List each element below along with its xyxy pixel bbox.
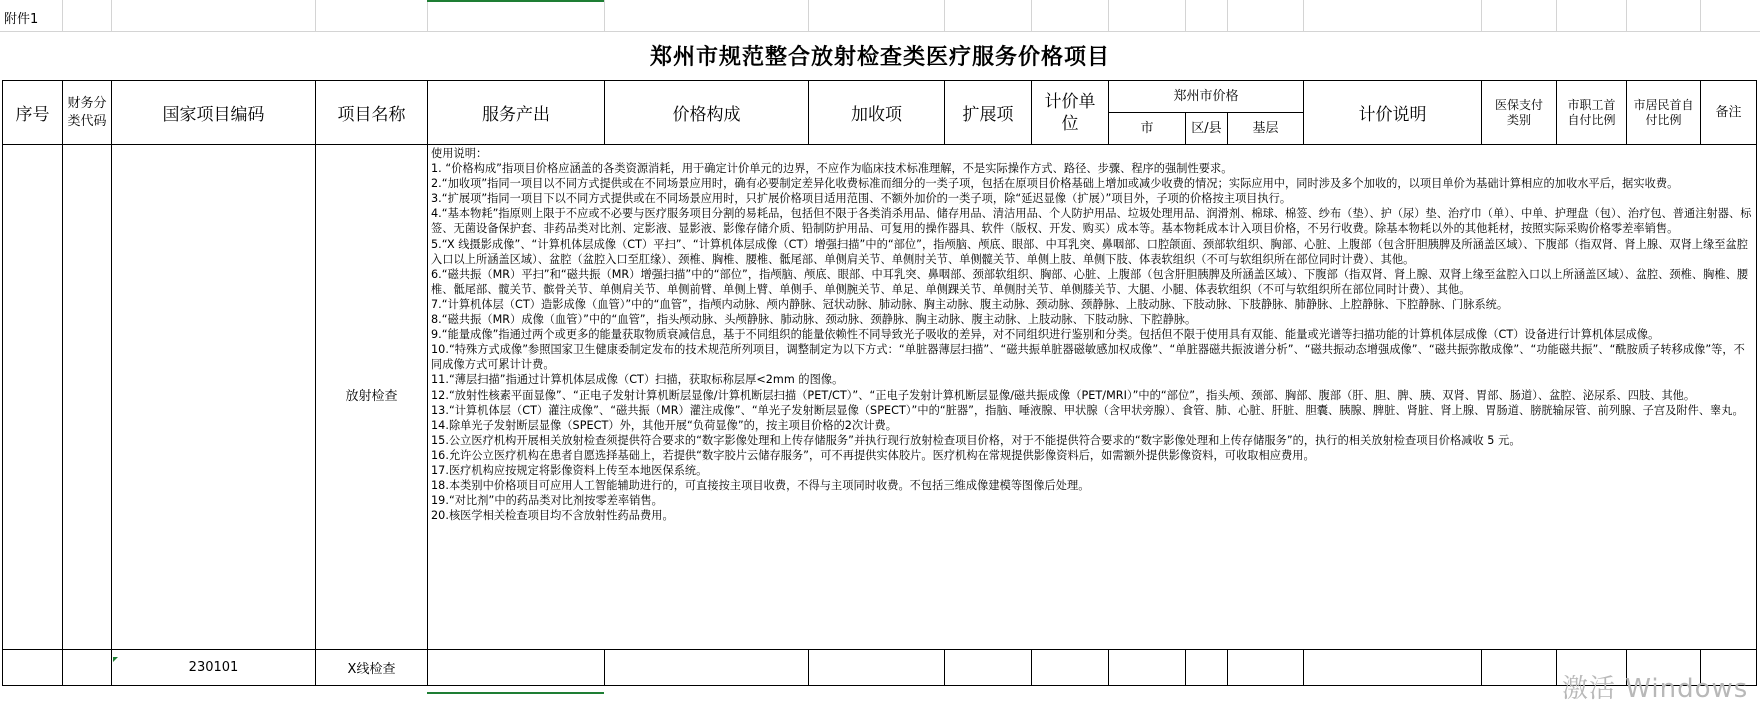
usage-note-line: 15.公立医疗机构开展相关放射检查须提供符合要求的“数字影像处理和上传存储服务”并执行现行放射检查项目价格，对于不能提供符合要求的“数字影像处理和上传存储服务”的，执行的相关放射检查项目价格减收 5 元。 <box>431 433 1521 447</box>
header-row-1 <box>3 81 1757 113</box>
usage-note-line: 7.“计算机体层（CT）造影成像（血管）”中的“血管”，指颅内动脉、颅内静脉、冠状动脉、肺动脉、胸主动脉、腹主动脉、颈动脉、颈静脉、上肢动脉、下肢动脉、下肢静脉、肺静脉、上腔静脉、下腔静脉、门脉系统。 <box>431 297 1509 311</box>
row-service-output-cell[interactable] <box>428 650 605 686</box>
usage-note-line: 2.“加收项”指同一项目以不同方式提供或在不同场景应用时，确有必要制定差异化收费标准而细分的一类子项，包括在原项目价格基础上增加或减少收费的情况；实际应用中，同时涉及多个加收的，以项目单价为基础计算相应的加收水平后，据实收费。 <box>431 177 1679 191</box>
row-seq-cell[interactable] <box>3 650 63 686</box>
table-row <box>3 650 1757 686</box>
header-service-output[interactable]: 服务产出 <box>428 81 605 145</box>
cell-comment-marker <box>113 657 118 662</box>
row-add-item-cell[interactable] <box>809 650 945 686</box>
usage-note-line: 使用说明： <box>431 147 488 160</box>
row-pricing-unit-cell[interactable] <box>1032 650 1109 686</box>
header-price-composition[interactable]: 价格构成 <box>605 81 809 145</box>
usage-note-line: 5.“X 线摄影成像”、“计算机体层成像（CT）平扫”、“计算机体层成像（CT）增强扫描”中的“部位”，指颅脑、颅底、眼部、中耳乳突、鼻咽部、口腔颌面、颈部软组织、胸部、心脏、上腹部（包含肝胆胰脾及所涵盖区域）、下腹部（指双肾、肾上腺、双肾上缘至盆腔入口以上所涵盖区域）、盆腔（盆腔入口至肛缘）、颈椎、胸椎、腰椎、骶尾部、单侧肩关节、单侧肘关节、单侧髋关节、单侧上肢、单侧下肢、体表软组织（不可与软组织所在部位同时计费）、其他。 <box>431 237 1748 266</box>
usage-note-line: 1. “价格构成”指项目价格应涵盖的各类资源消耗，用于确定计价单元的边界，不应作为临床技术标准理解，不是实际操作方式、路径、步骤、程序的强制性要求。 <box>431 162 1233 176</box>
header-grassroots[interactable]: 基层 <box>1228 113 1304 145</box>
header-item-name[interactable]: 项目名称 <box>316 81 428 145</box>
section-code-cell[interactable] <box>112 145 316 650</box>
selected-column-indicator <box>427 0 604 2</box>
header-finance-code[interactable]: 财务分类代码 <box>63 81 112 145</box>
header-city[interactable]: 市 <box>1109 113 1186 145</box>
usage-note-line: 12.“放射性核素平面显像”、“正电子发射计算机断层显像/计算机断层扫描（PET/CT）”、“正电子发射计算机断层显像/磁共振成像（PET/MRI）”中的“部位”，指头颅、颈部、胸部、腹部（肝、胆、脾、胰、双肾、胃部、肠道）、盆腔、泌尿系、四肢、其他。 <box>431 388 1696 402</box>
header-extension-item[interactable]: 扩展项 <box>945 81 1032 145</box>
usage-notes <box>428 145 1756 523</box>
activation-watermark: 激活 Windows <box>1562 674 1749 704</box>
page-title[interactable]: 郑州市规范整合放射检查类医疗服务价格项目 <box>649 44 1110 70</box>
header-employee-self-pay[interactable]: 市职工首自付比例 <box>1557 81 1627 145</box>
header-seq[interactable]: 序号 <box>3 81 63 145</box>
usage-note-line: 13.“计算机体层（CT）灌注成像”、“磁共振（MR）灌注成像”、“单光子发射断层显像（SPECT）”中的“脏器”，指脑、唾液腺、甲状腺（含甲状旁腺）、食管、肺、心脏、肝脏、胆囊、胰腺、脾脏、肾脏、肾上腺、胃肠道、膀胱输尿管、前列腺、子宫及附件、睾丸。 <box>431 403 1744 417</box>
usage-note-line: 19.“对比剂”中的药品类对比剂按零差率销售。 <box>431 494 663 508</box>
row-insurance-cell[interactable] <box>1482 650 1557 686</box>
usage-note-line: 10.“特殊方式成像”参照国家卫生健康委制定发布的技术规范所列项目，调整制定为以下方式：“单脏器薄层扫描”、“磁共振单脏器磁敏感加权成像”、“单脏器磁共振波谱分析”、“磁共振动态增强成像”、“磁共振弥散成像”、“功能磁共振”、“酰胺质子转移成像”等，不同成像方式可累计计费。 <box>431 343 1745 372</box>
usage-note-line: 14.除单光子发射断层显像（SPECT）外，其他开展“负荷显像”的，按主项目价格的2次计费。 <box>431 418 897 432</box>
header-district[interactable]: 区/县 <box>1186 113 1228 145</box>
usage-note-line: 17.医疗机构应按规定将影像资料上传至本地医保系统。 <box>431 463 708 477</box>
row-district-cell[interactable] <box>1186 650 1228 686</box>
header-city-price-group[interactable]: 郑州市价格 <box>1109 81 1304 113</box>
header-add-item[interactable]: 加收项 <box>809 81 945 145</box>
row-national-code[interactable]: 230101 <box>112 650 316 686</box>
row-grassroots-cell[interactable] <box>1228 650 1304 686</box>
row-extension-item-cell[interactable] <box>945 650 1032 686</box>
row-item-name[interactable]: X线检查 <box>316 650 428 686</box>
usage-note-line: 16.允许公立医疗机构在患者自愿选择基础上，若提供“数字胶片云储存服务”，可不再提供实体胶片。医疗机构在常规提供影像资料后，如需额外提供影像资料，可收取相应费用。 <box>431 448 1315 462</box>
section-item-name[interactable]: 放射检查 <box>316 145 428 650</box>
usage-note-line: 6.“磁共振（MR）平扫”和“磁共振（MR）增强扫描”中的“部位”，指颅脑、颅底、眼部、中耳乳突、鼻咽部、颈部软组织、胸部、心脏、上腹部（包含肝胆胰脾及所涵盖区域）、下腹部（指双肾、肾上腺、双肾上缘至盆腔入口以上所涵盖区域）、盆腔、颈椎、胸椎、腰椎、骶尾部、髋关节、髌骨关节、单侧肩关节、单侧前臂、单侧上臂、单侧手、单侧腕关节、单足、单侧踝关节、单侧肘关节、单侧膝关节、大腿、小腿、体表软组织（不可与软组织所在部位同时计费）、其他。 <box>431 267 1749 296</box>
header-resident-self-pay[interactable]: 市居民首自付比例 <box>1627 81 1701 145</box>
section-seq-cell[interactable] <box>3 145 63 650</box>
header-pricing-note[interactable]: 计价说明 <box>1304 81 1482 145</box>
header-remarks[interactable]: 备注 <box>1701 81 1757 145</box>
usage-note-line: 4.“基本物耗”指原则上限于不应或不必要与医疗服务项目分割的易耗品，包括但不限于各类消杀用品、储存用品、清洁用品、个人防护用品、垃圾处理用品、润滑剂、棉球、棉签、纱布（垫）、护（尿）垫、治疗巾（单）、中单、护理盘（包）、治疗包、普通注射器、标签、无菌设备保护套、非药品类对比剂、定影液、显影液、影像存储介质、铅制防护用品、可复用的操作器具、软件（版权、开发、购买）成本等。基本物耗成本计入项目价格，不另行收费。除基本物耗以外的其他耗材，按照实际采购价格零差率销售。 <box>431 207 1752 236</box>
usage-note-line: 11.“薄层扫描”指通过计算机体层成像（CT）扫描，获取标称层厚<2mm 的图像。 <box>431 373 844 387</box>
price-table <box>2 80 1757 686</box>
header-pricing-unit[interactable]: 计价单位 <box>1032 81 1109 145</box>
usage-note-line: 9.“能量成像”指通过两个或更多的能量获取物质衰减信息，基于不同组织的能量依赖性不同导致光子吸收的差异，对不同组织进行鉴别和分类。包括但不限于使用具有双能、能量或光谱等扫描功能的计算机体层成像（CT）设备进行计算机体层成像。 <box>431 328 1660 342</box>
row-pricing-note-cell[interactable] <box>1304 650 1482 686</box>
usage-note-line: 18.本类别中价格项目可应用人工智能辅助进行的，可直接按主项目收费，不得与主项同时收费。不包括三维成像建模等图像后处理。 <box>431 479 1090 493</box>
header-insurance-category[interactable]: 医保支付类别 <box>1482 81 1557 145</box>
row1-gridlines <box>0 0 1760 32</box>
row-city-cell[interactable] <box>1109 650 1186 686</box>
section-finance-cell[interactable] <box>63 145 112 650</box>
usage-note-line: 8.“磁共振（MR）成像（血管）”中的“血管”，指头颅动脉、头颅静脉、肺动脉、颈动脉、颈静脉、胸主动脉、腹主动脉、上肢动脉、下肢动脉、下腔静脉。 <box>431 313 1197 327</box>
header-national-code[interactable]: 国家项目编码 <box>112 81 316 145</box>
row-price-composition-cell[interactable] <box>605 650 809 686</box>
usage-note-line: 20.核医学相关检查项目均不含放射性药品费用。 <box>431 509 674 523</box>
row-finance-cell[interactable] <box>63 650 112 686</box>
section-row <box>3 145 1757 650</box>
usage-note-line: 3.“扩展项”指同一项目下以不同方式提供或在不同场景应用时，只扩展价格项目适用范围、不额外加价的一类子项，除“延迟显像（扩展）”项目外，子项的价格按主项目执行。 <box>431 192 1292 206</box>
attachment-label[interactable]: 附件1 <box>4 12 39 27</box>
usage-notes-cell[interactable] <box>428 145 1757 650</box>
